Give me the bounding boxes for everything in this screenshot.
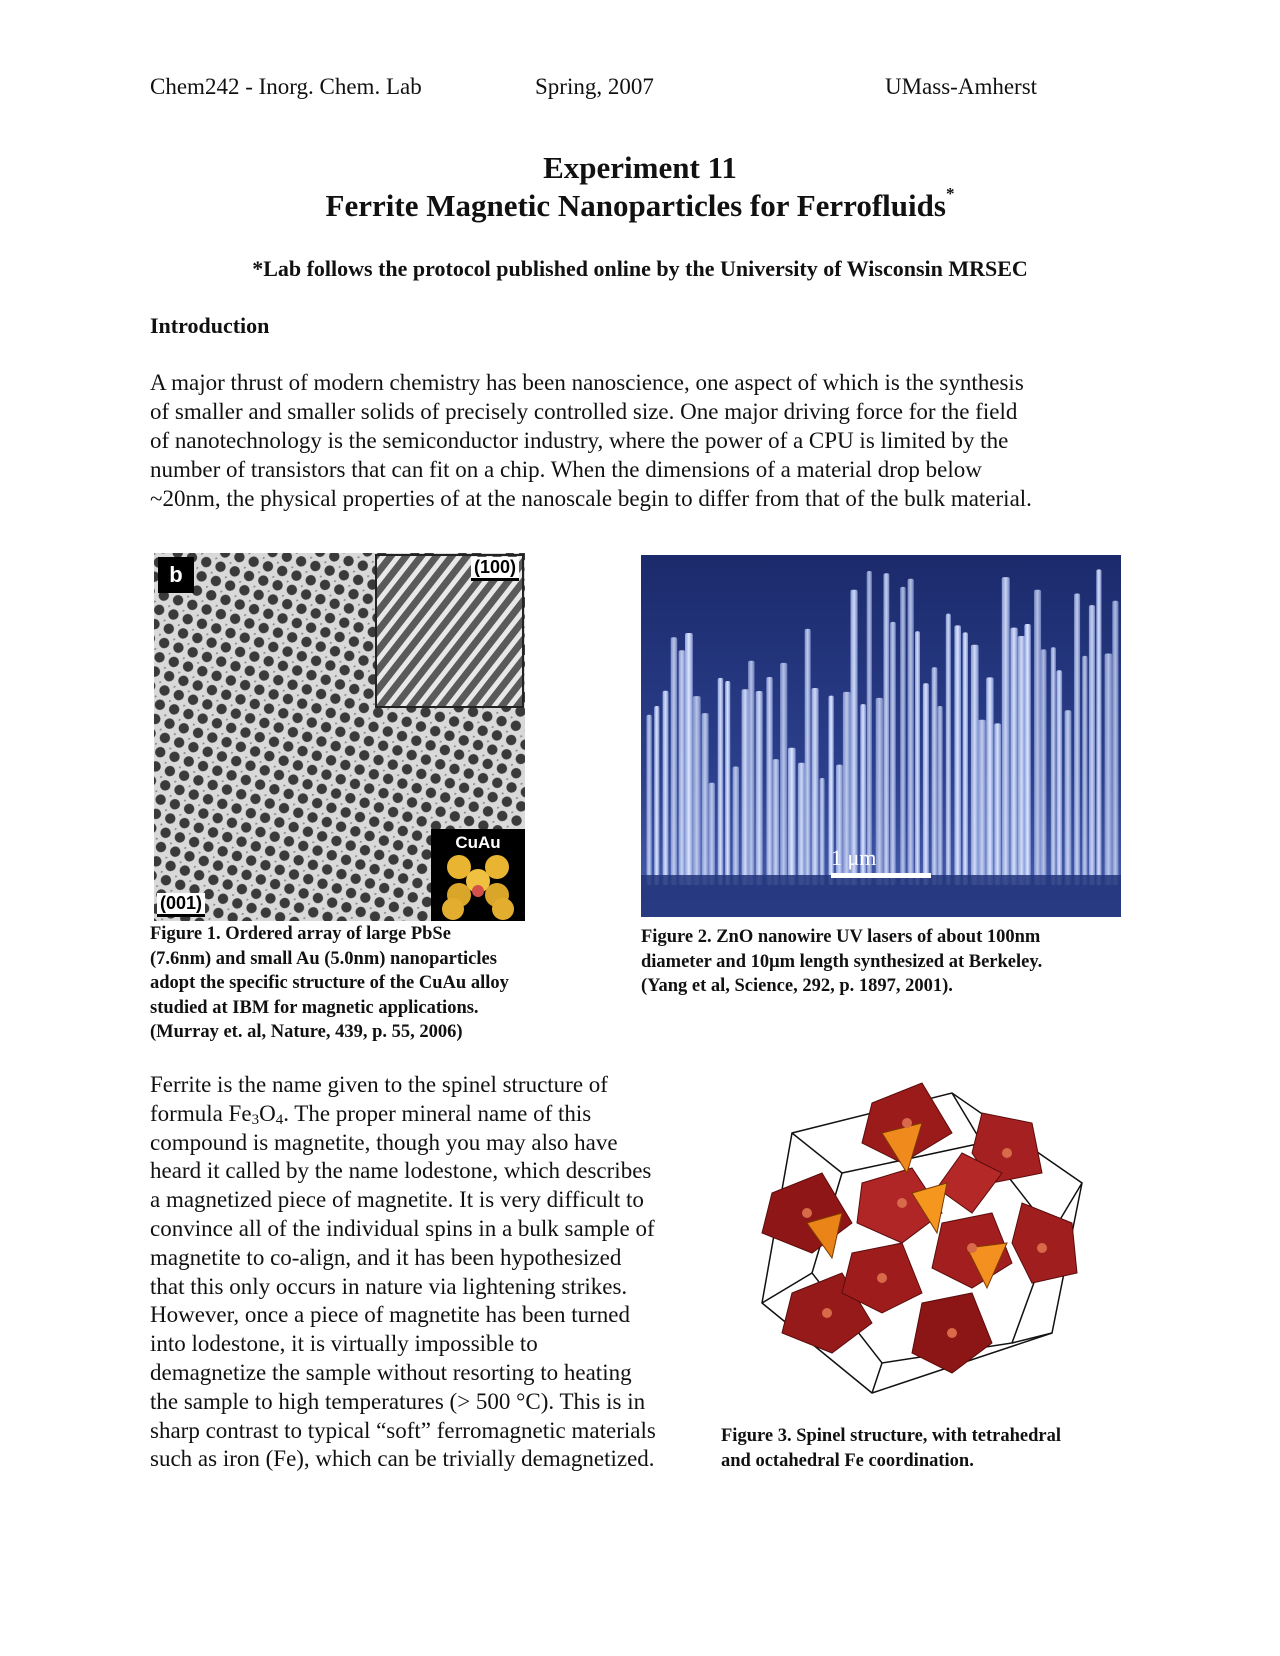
intro-line: of nanotechnology is the semiconductor industry, where the power of a CPU is limited by the xyxy=(150,428,1009,453)
formula-o: O xyxy=(259,1100,276,1126)
nanowire xyxy=(780,663,787,885)
caption-line: Figure 2. ZnO nanowire UV lasers of about 100nm xyxy=(641,927,1041,947)
header-course: Chem242 - Inorg. Chem. Lab xyxy=(150,74,422,99)
ferrite-line: magnetite to co-align, and it has been hypothesized xyxy=(150,1244,622,1270)
figure2-caption xyxy=(641,925,1042,999)
nanowire xyxy=(1041,649,1047,885)
formula-fe: formula Fe xyxy=(150,1100,252,1126)
figure2-sem-image xyxy=(641,555,1121,917)
nanowire xyxy=(1056,670,1062,885)
experiment-number: Experiment 11 xyxy=(543,150,737,185)
inset-label: (100) xyxy=(471,557,519,581)
intro-line: A major thrust of modern chemistry has been nanoscience, one aspect of which is the synthesis xyxy=(150,370,1024,395)
nanowire xyxy=(900,587,906,885)
nanowire xyxy=(938,706,943,885)
nanowire xyxy=(884,573,890,885)
header-institution: UMass-Amherst xyxy=(885,74,1038,99)
nanowire xyxy=(1002,577,1010,885)
ferrite-line: into lodestone, it is virtually impossible to xyxy=(150,1331,538,1357)
introduction-paragraph xyxy=(150,368,1130,513)
nanowire xyxy=(647,715,652,885)
ferrite-line: that this only occurs in nature via lightening strikes. xyxy=(150,1273,628,1299)
nanowire xyxy=(1034,590,1041,885)
nanowire xyxy=(679,650,686,885)
nanowire xyxy=(867,571,872,885)
caption-line: studied at IBM for magnetic applications. xyxy=(150,997,479,1018)
nanowire xyxy=(1105,654,1113,886)
nanowire xyxy=(1065,710,1072,885)
nanowire xyxy=(1074,594,1080,886)
formula-sub-4: 4 xyxy=(275,1111,284,1128)
nanowire xyxy=(963,632,968,885)
nanowire xyxy=(908,579,914,885)
nanowire xyxy=(671,637,678,885)
intro-line: ~20nm, the physical properties of at the nanoscale begin to differ from that of the bulk material. xyxy=(150,486,1032,511)
figure3-spinel-structure xyxy=(722,1073,1127,1413)
nanowire xyxy=(890,622,896,885)
cuau-model-inset xyxy=(431,829,525,921)
nanowire xyxy=(876,698,884,885)
nanowire xyxy=(693,696,701,885)
corner-label: (001) xyxy=(157,893,205,917)
cuau-label: CuAu xyxy=(455,833,501,852)
nanowire xyxy=(798,763,805,885)
nanowire xyxy=(1024,624,1030,885)
nanowire xyxy=(766,677,772,885)
nanowire xyxy=(971,645,979,885)
nanowire xyxy=(946,614,951,885)
ferrite-formula-line xyxy=(150,1100,710,1129)
caption-line: diameter and 10μm length synthesized at Berkeley. xyxy=(641,951,1043,972)
ferrite-line: a magnetized piece of magnetite. It is very difficult to xyxy=(150,1187,644,1213)
nanowire xyxy=(748,661,754,885)
header-term: Spring, 2007 xyxy=(535,74,654,99)
nanowire xyxy=(923,683,929,885)
nanowire xyxy=(685,633,693,885)
experiment-title-text: Ferrite Magnetic Nanoparticles for Ferrofluids xyxy=(325,188,946,223)
ferrite-line: However, once a piece of magnetite has been turned xyxy=(150,1302,630,1328)
ferrite-line: convince all of the individual spins in a bulk sample of xyxy=(150,1215,655,1241)
caption-line: and octahedral Fe coordination. xyxy=(721,1450,974,1471)
caption-line: Figure 3. Spinel structure, with tetrahedral xyxy=(721,1426,1061,1446)
nanowire xyxy=(773,759,779,885)
nanowire xyxy=(742,689,749,885)
intro-line: number of transistors that can fit on a chip. When the dimensions of a material drop below xyxy=(150,457,982,482)
nanowire xyxy=(788,748,796,885)
scale-bar-label: 1 μm xyxy=(831,845,877,870)
nanowire xyxy=(820,778,825,885)
nanowire xyxy=(986,677,993,885)
ferrite-line: sharp contrast to typical “soft” ferromagnetic materials xyxy=(150,1417,656,1443)
nanowire xyxy=(1096,569,1101,885)
introduction-heading: Introduction xyxy=(150,313,270,338)
nanowire xyxy=(702,713,709,885)
caption-line: (Murray et. al, Nature, 439, p. 55, 2006) xyxy=(150,1022,463,1042)
formula-sub-3: 3 xyxy=(251,1111,260,1128)
figure1-tem-image xyxy=(154,553,525,921)
nanowire xyxy=(805,629,811,885)
nanowire xyxy=(756,691,763,885)
ferrite-line: such as iron (Fe), which can be trivially demagnetized. xyxy=(150,1446,655,1472)
caption-line: Figure 1. Ordered array of large PbSe xyxy=(150,924,451,944)
nanowire xyxy=(851,590,858,885)
nanowire xyxy=(994,723,1001,885)
experiment-title xyxy=(0,184,1280,224)
nanowire xyxy=(1010,628,1017,885)
intro-line: of smaller and smaller solids of precisely controlled size. One major driving force for the field xyxy=(150,399,1018,424)
nanowire xyxy=(733,767,739,886)
ferrite-line: demagnetize the sample without resorting to heating xyxy=(150,1359,632,1385)
nanowire xyxy=(718,678,724,885)
nanowire xyxy=(663,691,669,885)
nanowire xyxy=(1082,656,1087,885)
figure1-caption xyxy=(150,922,509,1045)
footnote-mark: * xyxy=(945,184,955,203)
caption-line: adopt the specific structure of the CuAu alloy xyxy=(150,973,509,993)
ferrite-line: heard it called by the name lodestone, which describes xyxy=(150,1158,652,1184)
ferrite-line: compound is magnetite, though you may also have xyxy=(150,1129,618,1155)
protocol-note: *Lab follows the protocol published online by the University of Wisconsin MRSEC xyxy=(252,256,1028,281)
panel-label: b xyxy=(158,557,194,593)
nanowire xyxy=(915,631,920,885)
nanowire xyxy=(1018,636,1026,885)
ferrite-paragraph xyxy=(150,1071,710,1474)
nanowire xyxy=(709,783,715,885)
nanowire xyxy=(812,688,819,885)
formula-after: . The proper mineral name of this xyxy=(283,1100,592,1126)
ferrite-line: the sample to high temperatures (> 500 °C). This is in xyxy=(150,1388,646,1414)
ferrite-line: Ferrite is the name given to the spinel structure of xyxy=(150,1072,608,1097)
nanowire xyxy=(654,706,659,885)
nanowire xyxy=(725,681,730,885)
caption-line: (7.6nm) and small Au (5.0nm) nanoparticles xyxy=(150,948,497,969)
nanowire xyxy=(978,720,986,885)
nanowire xyxy=(1089,605,1095,885)
nanowire xyxy=(1112,601,1118,885)
nanowire xyxy=(932,667,938,885)
figure3-caption xyxy=(721,1424,1061,1473)
nanowire xyxy=(1051,647,1056,885)
caption-line: (Yang et al, Science, 292, p. 1897, 2001). xyxy=(641,976,953,996)
nanowire xyxy=(954,625,961,885)
